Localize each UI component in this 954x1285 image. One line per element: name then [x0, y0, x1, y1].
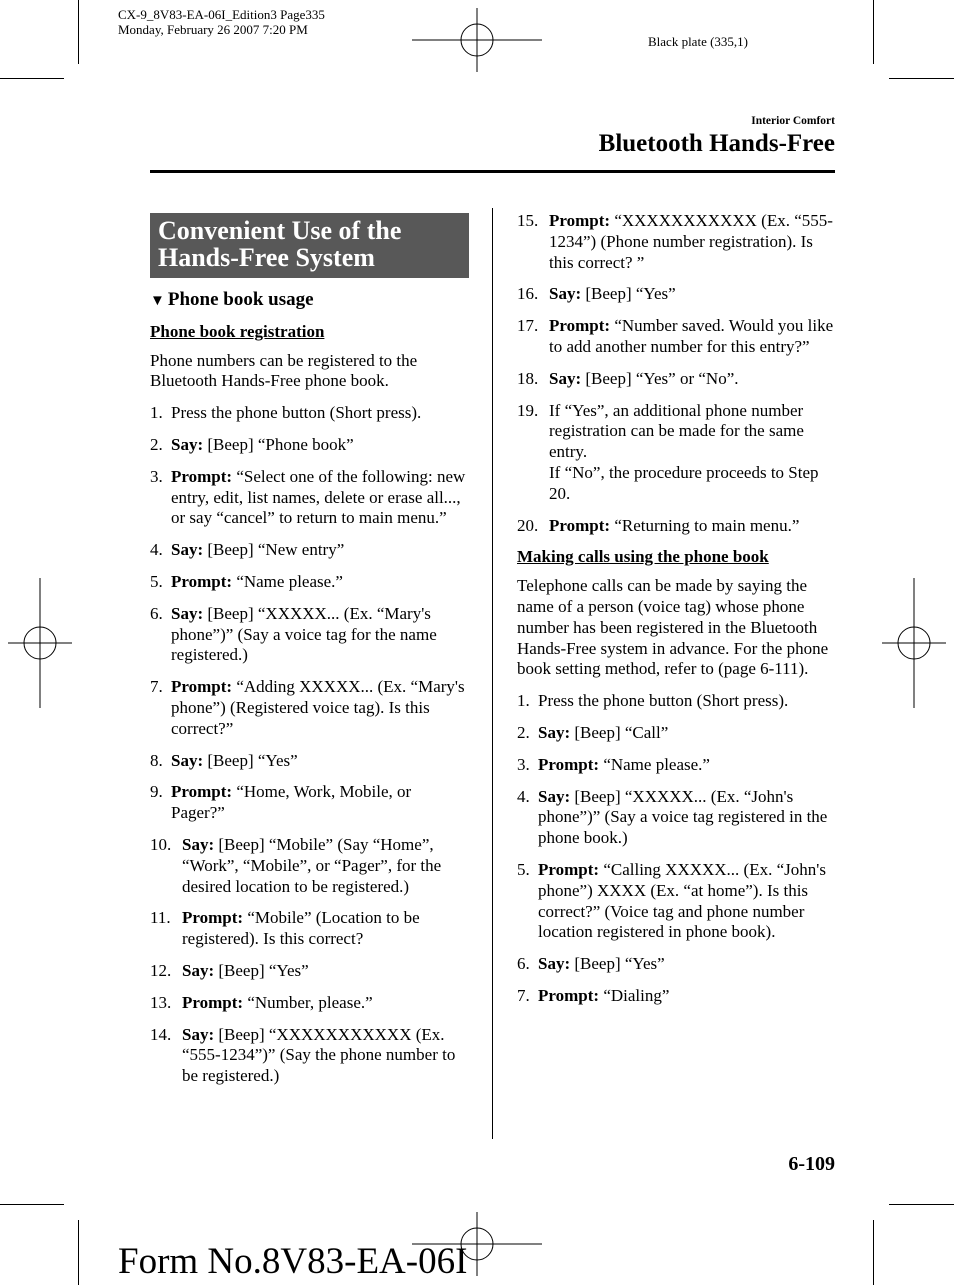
step-number: 2. — [517, 722, 530, 742]
crop-mark — [889, 78, 954, 79]
registration-mark-icon — [8, 578, 72, 708]
step-label: Prompt: — [538, 754, 600, 774]
step-label: Prompt: — [549, 211, 611, 230]
right-column — [517, 211, 835, 1007]
step-number: 20. — [517, 515, 539, 535]
step-number: 1. — [150, 403, 163, 423]
step-number: 7. — [150, 677, 163, 697]
step-label: Say: — [171, 750, 204, 770]
header-rule — [150, 170, 835, 173]
step-text: [Beep] “Call” — [570, 722, 669, 742]
step-number: 6. — [150, 603, 163, 623]
step-text: Press the phone button (Short press). — [171, 403, 422, 423]
list-item — [517, 860, 835, 943]
step-text: Press the phone button (Short press). — [538, 691, 789, 711]
registration-mark-icon — [412, 8, 542, 72]
step-text-continued: If “No”, the procedure proceeds to Step 20. — [549, 462, 819, 503]
step-number: 18. — [517, 368, 539, 388]
step-label: Say: — [171, 540, 204, 560]
step-text: [Beep] “XXXXXXXXXXX (Ex. “555-1234”)” (Say the phone number to be registered.) — [182, 1024, 456, 1086]
step-text: [Beep] “Mobile” (Say “Home”, “Work”, “Mobile”, or “Pager”, for the desired location to be registered.) — [182, 834, 442, 896]
step-number: 1. — [517, 691, 530, 711]
calls-steps — [517, 691, 835, 1007]
step-label: Say: — [182, 960, 215, 980]
step-number: 10. — [150, 834, 172, 854]
step-label: Say: — [538, 954, 571, 974]
step-number: 6. — [517, 954, 530, 974]
step-text: “Name please.” — [599, 754, 710, 774]
step-label: Prompt: — [549, 515, 611, 535]
step-label: Say: — [538, 786, 571, 806]
step-label: Say: — [538, 722, 571, 742]
step-number: 9. — [150, 782, 163, 802]
step-label: Prompt: — [549, 316, 611, 336]
step-number: 3. — [517, 754, 530, 774]
list-item — [517, 691, 835, 712]
step-label: Say: — [171, 434, 204, 454]
column-divider — [492, 208, 493, 1139]
registration-steps-cont — [517, 211, 835, 536]
step-label: Prompt: — [538, 859, 600, 879]
list-item — [150, 435, 468, 456]
step-number: 14. — [150, 1024, 172, 1044]
step-number: 12. — [150, 960, 172, 980]
step-number: 16. — [517, 284, 539, 304]
crop-mark — [889, 1204, 954, 1205]
step-text: [Beep] “Yes” — [214, 960, 309, 980]
step-text: “Number, please.” — [243, 992, 373, 1012]
step-text: [Beep] “XXXXX... (Ex. “John's phone”)” (Say a voice tag registered in the phone book.) — [538, 786, 828, 848]
step-label: Prompt: — [182, 992, 244, 1012]
registration-steps-b — [150, 835, 468, 1087]
list-item — [517, 369, 835, 390]
step-text: “Returning to main menu.” — [610, 515, 800, 535]
step-text: [Beep] “XXXXX... (Ex. “Mary's phone”)” (Say a voice tag for the name registered.) — [171, 603, 437, 665]
step-text: “Select one of the following: new entry, edit, list names, delete or erase all..., or say “cancel” to return to main menu.” — [171, 466, 466, 528]
step-label: Say: — [182, 1024, 215, 1044]
step-label: Prompt: — [171, 782, 233, 802]
list-item — [150, 961, 468, 982]
list-item — [150, 782, 468, 824]
step-text: “Adding XXXXX... (Ex. “Mary's phone”) (Registered voice tag). Is this correct?” — [171, 677, 465, 738]
registration-heading: Phone book registration — [150, 321, 325, 341]
step-number: 4. — [517, 786, 530, 806]
step-number: 2. — [150, 434, 163, 454]
step-number: 4. — [150, 540, 163, 560]
step-text: “Mobile” (Location to be registered). Is this correct? — [182, 908, 420, 949]
step-label: Say: — [549, 284, 582, 304]
step-number: 13. — [150, 992, 172, 1012]
list-item — [150, 751, 468, 772]
step-label: Prompt: — [538, 985, 600, 1005]
list-item — [517, 723, 835, 744]
list-item — [517, 316, 835, 358]
list-item — [150, 1025, 468, 1087]
step-text: “Calling XXXXX... (Ex. “John's phone”) XXXX (Ex. “at home”). Is this correct?” (Voice tag and phone number location registered in phone book). — [538, 859, 826, 942]
list-item — [517, 401, 835, 505]
subheading: ▼ Phone book usage — [150, 289, 314, 310]
step-text: [Beep] “Yes” — [581, 284, 676, 304]
crop-mark — [0, 1204, 64, 1205]
calls-intro: Telephone calls can be made by saying the name of a person (voice tag) whose phone number has been registered in the Bluetooth Hands-Free system in advance. For the phone book setting method, refer to (page 6-111). — [517, 576, 829, 679]
step-number: 5. — [150, 571, 163, 591]
step-text: “Home, Work, Mobile, or Pager?” — [171, 782, 412, 823]
list-item — [150, 604, 468, 666]
section-title: Bluetooth Hands-Free — [598, 130, 835, 157]
form-number: Form No.8V83-EA-06I — [118, 1241, 468, 1282]
list-item — [150, 993, 468, 1014]
step-text: [Beep] “Phone book” — [203, 434, 354, 454]
file-line: CX-9_8V83-EA-06I_Edition3 Page335 — [118, 7, 325, 22]
step-text: “Dialing” — [599, 985, 670, 1005]
step-text: If “Yes”, an additional phone number registration can be made for the same entry. — [549, 400, 804, 462]
step-number: 7. — [517, 985, 530, 1005]
section-category: Interior Comfort — [751, 115, 835, 127]
list-item — [517, 787, 835, 849]
list-item — [150, 908, 468, 950]
step-text: [Beep] “Yes” — [203, 750, 298, 770]
crop-mark — [873, 0, 874, 64]
list-item — [150, 540, 468, 561]
registration-intro: Phone numbers can be registered to the Bluetooth Hands-Free phone book. — [150, 350, 418, 391]
step-label: Say: — [171, 603, 204, 623]
step-text: “Name please.” — [232, 571, 343, 591]
file-info — [118, 7, 325, 37]
list-item — [517, 954, 835, 975]
crop-mark — [0, 78, 64, 79]
step-number: 8. — [150, 750, 163, 770]
step-number: 15. — [517, 211, 539, 230]
crop-mark — [78, 1220, 79, 1285]
step-label: Prompt: — [171, 466, 233, 486]
list-item — [517, 516, 835, 537]
list-item — [517, 986, 835, 1007]
list-item — [150, 835, 468, 897]
step-text: “Number saved. Would you like to add another number for this entry?” — [549, 316, 834, 356]
main-title: Convenient Use of the Hands-Free System — [150, 213, 469, 278]
step-number: 19. — [517, 400, 539, 420]
calls-heading: Making calls using the phone book — [517, 547, 769, 567]
crop-mark — [873, 1220, 874, 1285]
step-label: Prompt: — [182, 908, 244, 928]
step-text: [Beep] “Yes” or “No”. — [581, 368, 739, 388]
step-number: 5. — [517, 859, 530, 879]
triangle-down-icon: ▼ — [150, 293, 165, 309]
plate-label: Black plate (335,1) — [648, 34, 748, 49]
list-item — [517, 211, 835, 273]
list-item — [517, 755, 835, 776]
list-item — [150, 403, 468, 424]
step-number: 3. — [150, 466, 163, 486]
step-label: Say: — [549, 368, 582, 388]
step-text: [Beep] “Yes” — [570, 954, 665, 974]
list-item — [150, 677, 468, 739]
list-item — [150, 467, 468, 529]
step-label: Prompt: — [171, 677, 233, 697]
list-item — [517, 284, 835, 305]
step-number: 11. — [150, 908, 171, 928]
registration-steps-a — [150, 403, 468, 824]
step-text: [Beep] “New entry” — [203, 540, 345, 560]
step-label: Say: — [182, 834, 215, 854]
crop-mark — [78, 0, 79, 64]
step-number: 17. — [517, 316, 539, 336]
left-column — [150, 213, 468, 1087]
step-label: Prompt: — [171, 571, 233, 591]
page-number: 6-109 — [788, 1153, 835, 1175]
date-line: Monday, February 26 2007 7:20 PM — [118, 22, 308, 37]
step-text: “XXXXXXXXXXX (Ex. “555-1234”) (Phone number registration). Is this correct? ” — [549, 211, 833, 272]
list-item — [150, 572, 468, 593]
registration-mark-icon — [882, 578, 946, 708]
